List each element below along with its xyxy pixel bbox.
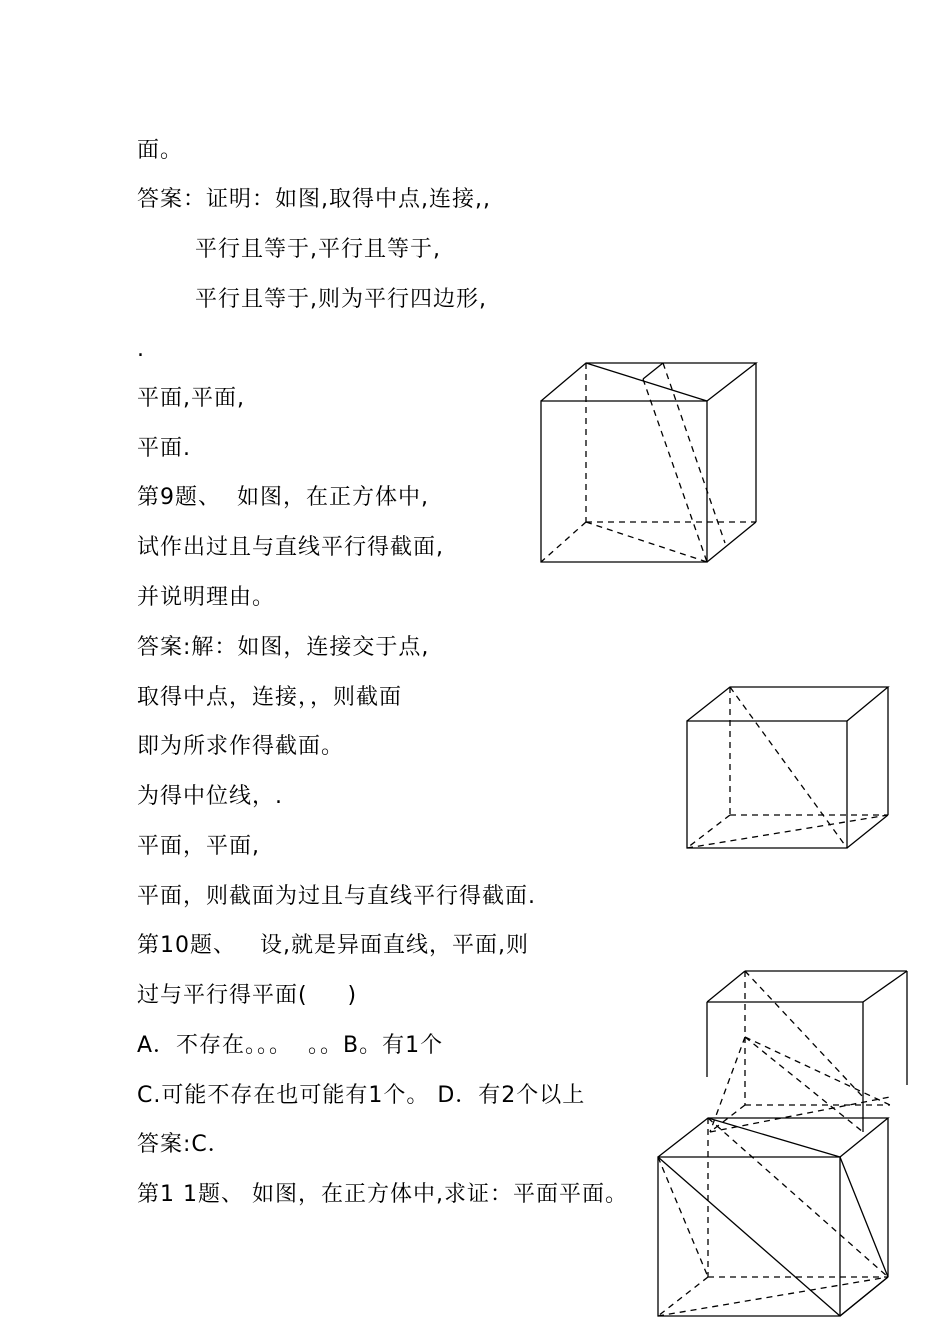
question-11-title: 第1 1题、 如图，在正方体中,求证：平面平面。: [137, 1182, 628, 1207]
option-a-b: A．不存在。。。 。。B。有1个: [137, 1033, 444, 1058]
text-line-10: 并说明理由。: [137, 585, 276, 610]
cube-figure-4: [652, 1112, 896, 1324]
cube-figure-2: [682, 683, 896, 855]
text-line-16: 平面，则截面为过且与直线平行得截面.: [137, 884, 536, 909]
text-line-1: 面。: [137, 138, 184, 163]
answer-10: 答案:C．: [137, 1132, 231, 1157]
text-line-18: 过与平行得平面( ): [137, 983, 358, 1008]
text-line-2: 答案：证明：如图,取得中点,连接,,: [137, 187, 491, 212]
text-line-3: 平行且等于,平行且等于,: [195, 237, 441, 262]
text-line-12: 取得中点，连接，，则截面: [137, 685, 403, 710]
answer-9: 答案:解：如图，连接交于点,: [137, 635, 430, 660]
question-9-title: 第9题、 如图，在正方体中,: [137, 485, 429, 510]
text-line-14: 为得中位线，.: [137, 784, 283, 809]
text-line-6: 平面,平面,: [137, 386, 245, 411]
text-line-15: 平面，平面,: [137, 834, 260, 859]
text-line-7: 平面.: [137, 436, 191, 461]
cube-figure-1: [535, 355, 765, 570]
option-c-d: C.可能不存在也可能有1个。 D．有2个以上: [137, 1083, 586, 1108]
question-10-title: 第10题、 设,就是异面直线，平面,则: [137, 933, 529, 958]
text-line-13: 即为所求作得截面。: [137, 734, 345, 759]
text-line-5: .: [137, 337, 145, 362]
text-line-9: 试作出过且与直线平行得截面,: [137, 535, 444, 560]
text-line-4: 平行且等于,则为平行四边形,: [195, 287, 487, 312]
